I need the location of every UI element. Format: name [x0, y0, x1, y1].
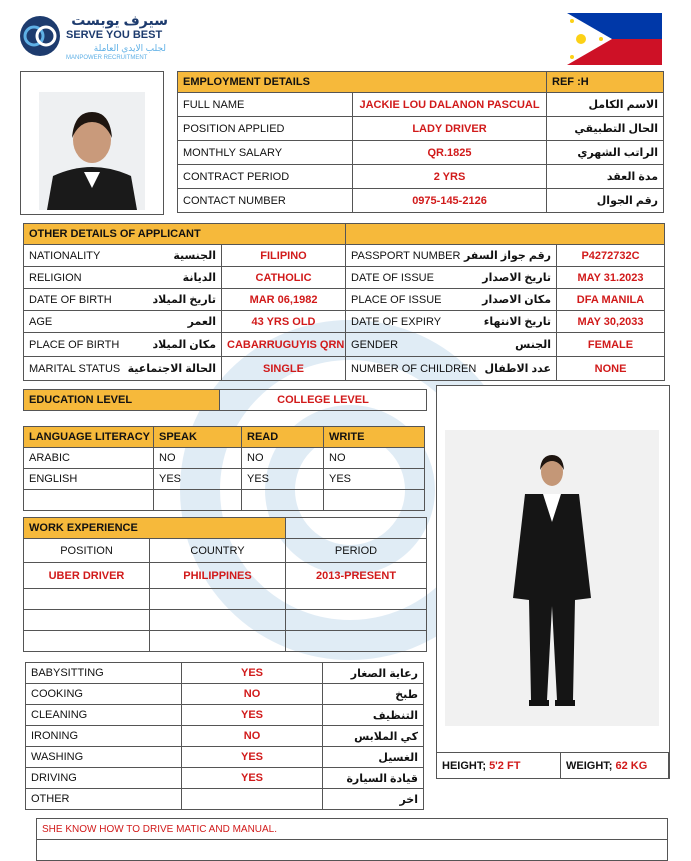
- skill-label: DRIVING: [26, 768, 182, 789]
- philippines-flag-icon: [567, 13, 662, 65]
- period-header: PERIOD: [286, 539, 427, 563]
- other-details-title-blank: [346, 224, 665, 245]
- position-label: POSITION APPLIED: [178, 117, 353, 141]
- skill-value: [182, 789, 323, 810]
- logo-english: SERVE YOU BEST: [66, 29, 163, 41]
- full-name-value: JACKIE LOU DALANON PASCUAL: [353, 93, 547, 117]
- skill-ar: التنظيف: [323, 705, 424, 726]
- company-logo: [18, 12, 168, 68]
- country-header: COUNTRY: [150, 539, 286, 563]
- full-name-label: FULL NAME: [178, 93, 353, 117]
- remarks-empty-line: [37, 840, 668, 861]
- contract-ar: مدة العقد: [547, 165, 664, 189]
- logo-arabic-sub: لجلب الايدي العاملة: [93, 43, 166, 53]
- work-empty-cell: [286, 631, 427, 652]
- arabic-write: NO: [324, 448, 425, 469]
- work-country: PHILIPPINES: [150, 563, 286, 589]
- issue-date-label: DATE OF ISSUE تاريخ الاصدار: [346, 267, 557, 289]
- position-header: POSITION: [24, 539, 150, 563]
- height-label: HEIGHT;: [442, 759, 486, 772]
- employment-title: EMPLOYMENT DETAILS: [178, 72, 547, 93]
- language-header: LANGUAGE LITERACY: [24, 427, 154, 448]
- contact-value: 0975-145-2126: [353, 189, 547, 213]
- issue-place-label: PLACE OF ISSUE مكان الاصدار: [346, 289, 557, 311]
- english-read: YES: [242, 469, 324, 490]
- age-value: 43 YRS OLD: [222, 311, 346, 333]
- language-empty-cell: [324, 490, 425, 511]
- logo-english-sub: MANPOWER RECRUITMENT: [66, 55, 148, 61]
- work-empty-cell: [150, 631, 286, 652]
- age-label: AGE العمر: [24, 311, 222, 333]
- skill-ar: طبخ: [323, 684, 424, 705]
- religion-label: RELIGION الديانة: [24, 267, 222, 289]
- work-empty-cell: [150, 589, 286, 610]
- ref-label: REF :H: [547, 72, 664, 93]
- body-photo-frame: [436, 385, 670, 779]
- issue-place-value: DFA MANILA: [557, 289, 665, 311]
- english-label: ENGLISH: [24, 469, 154, 490]
- work-period: 2013-PRESENT: [286, 563, 427, 589]
- salary-label: MONTHLY SALARY: [178, 141, 353, 165]
- nationality-label: NATIONALITY الجنسية: [24, 245, 222, 267]
- passport-label: PASSPORT NUMBER رقم جواز السفر: [346, 245, 557, 267]
- skill-label: WASHING: [26, 747, 182, 768]
- applicant-face-photo: [39, 92, 145, 210]
- gender-value: FEMALE: [557, 333, 665, 357]
- work-empty-cell: [24, 631, 150, 652]
- work-title-blank: [286, 518, 427, 539]
- children-value: NONE: [557, 357, 665, 381]
- read-header: READ: [242, 427, 324, 448]
- weight-label: WEIGHT;: [566, 759, 613, 772]
- work-empty-cell: [24, 589, 150, 610]
- passport-value: P4272732C: [557, 245, 665, 267]
- skill-value: YES: [182, 705, 323, 726]
- work-position: UBER DRIVER: [24, 563, 150, 589]
- gender-label: GENDER الجنس: [346, 333, 557, 357]
- photo-frame: [20, 71, 164, 215]
- contract-value: 2 YRS: [353, 165, 547, 189]
- english-speak: YES: [154, 469, 242, 490]
- education-label: EDUCATION LEVEL: [24, 390, 220, 411]
- skill-value: YES: [182, 663, 323, 684]
- other-details-table: [23, 223, 665, 381]
- skill-ar: كي الملابس: [323, 726, 424, 747]
- religion-value: CATHOLIC: [222, 267, 346, 289]
- work-empty-cell: [150, 610, 286, 631]
- weight-cell: [561, 753, 669, 779]
- language-table: [23, 426, 425, 511]
- language-empty-cell: [24, 490, 154, 511]
- skill-value: YES: [182, 747, 323, 768]
- skill-ar: رعاية الصغار: [323, 663, 424, 684]
- skill-label: OTHER: [26, 789, 182, 810]
- dob-value: MAR 06,1982: [222, 289, 346, 311]
- marital-value: SINGLE: [222, 357, 346, 381]
- height-cell: [437, 753, 561, 779]
- logo-arabic: سيرف يوبست: [71, 12, 168, 28]
- expiry-label: DATE OF EXPIRY تاريخ الانتهاء: [346, 311, 557, 333]
- skill-value: NO: [182, 726, 323, 747]
- language-empty-cell: [154, 490, 242, 511]
- dob-label: DATE OF BIRTH تاريخ الميلاد: [24, 289, 222, 311]
- employment-details-table: [177, 71, 664, 213]
- arabic-speak: NO: [154, 448, 242, 469]
- contact-ar: رقم الجوال: [547, 189, 664, 213]
- work-empty-cell: [24, 610, 150, 631]
- logo-icon: [18, 14, 62, 58]
- skill-ar: قيادة السيارة: [323, 768, 424, 789]
- write-header: WRITE: [324, 427, 425, 448]
- skill-label: BABYSITTING: [26, 663, 182, 684]
- skills-table: [25, 662, 424, 810]
- birthplace-label: PLACE OF BIRTH مكان الميلاد: [24, 333, 222, 357]
- skill-value: YES: [182, 768, 323, 789]
- work-title: WORK EXPERIENCE: [24, 518, 286, 539]
- education-value: COLLEGE LEVEL: [220, 390, 427, 411]
- salary-ar: الراتب الشهري: [547, 141, 664, 165]
- speak-header: SPEAK: [154, 427, 242, 448]
- birthplace-value: CABARRUGUYIS QRN: [222, 333, 346, 357]
- issue-date-value: MAY 31.2023: [557, 267, 665, 289]
- children-label: NUMBER OF CHILDREN عدد الاطفال: [346, 357, 557, 381]
- marital-label: MARITAL STATUS الحالة الاجتماعية: [24, 357, 222, 381]
- arabic-label: ARABIC: [24, 448, 154, 469]
- contract-label: CONTRACT PERIOD: [178, 165, 353, 189]
- position-value: LADY DRIVER: [353, 117, 547, 141]
- height-value: 5'2 FT: [489, 759, 521, 772]
- work-empty-cell: [286, 610, 427, 631]
- skill-value: NO: [182, 684, 323, 705]
- body-measurements: [436, 752, 669, 779]
- other-details-title: OTHER DETAILS OF APPLICANT: [24, 224, 346, 245]
- work-empty-cell: [286, 589, 427, 610]
- contact-label: CONTACT NUMBER: [178, 189, 353, 213]
- work-experience-table: [23, 517, 427, 652]
- skill-ar: اخر: [323, 789, 424, 810]
- position-ar: الحال التطبيقي: [547, 117, 664, 141]
- full-name-ar: الاسم الكامل: [547, 93, 664, 117]
- remarks-table: [36, 818, 668, 861]
- nationality-value: FILIPINO: [222, 245, 346, 267]
- skill-label: IRONING: [26, 726, 182, 747]
- weight-value: 62 KG: [615, 759, 648, 772]
- education-table: [23, 389, 427, 411]
- expiry-value: MAY 30,2033: [557, 311, 665, 333]
- skill-ar: الغسيل: [323, 747, 424, 768]
- skill-label: COOKING: [26, 684, 182, 705]
- remarks-text: SHE KNOW HOW TO DRIVE MATIC AND MANUAL.: [37, 819, 668, 840]
- salary-value: QR.1825: [353, 141, 547, 165]
- applicant-body-photo: [445, 430, 659, 726]
- language-empty-cell: [242, 490, 324, 511]
- english-write: YES: [324, 469, 425, 490]
- arabic-read: NO: [242, 448, 324, 469]
- skill-label: CLEANING: [26, 705, 182, 726]
